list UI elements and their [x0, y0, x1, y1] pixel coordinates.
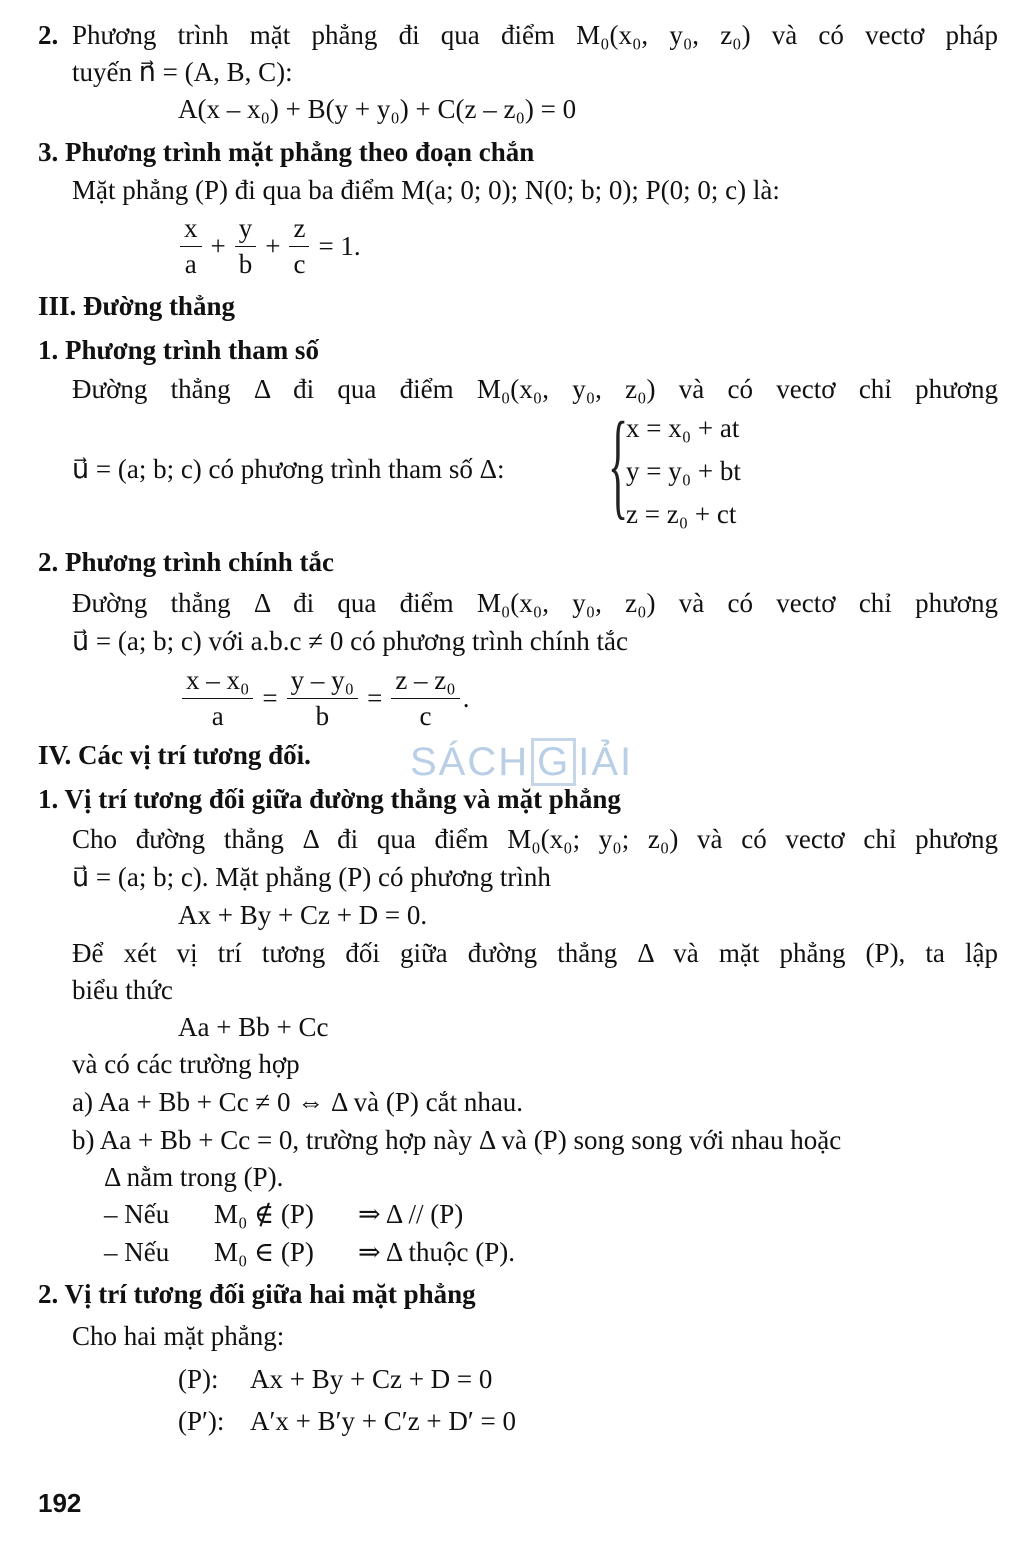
fraction-x-a: $\frac{x}{a}$: [180, 214, 202, 279]
fraction-y: $\frac{\text{y – y₀}}{b}$: [287, 666, 358, 731]
plane-p-prime-equation: A′x + B′y + C′z + D′ = 0: [250, 1406, 517, 1436]
watermark-text-1: SÁCH: [410, 740, 530, 784]
fraction-z: $\frac{\text{z – z₀}}{c}$: [391, 666, 459, 731]
plane-normal-line2: tuyến n⃗ = (A, B, C):: [72, 57, 293, 87]
intercept-heading: 3. Phương trình mặt phẳng theo đoạn chắn: [38, 137, 535, 167]
line-plane-line1: Cho đường thẳng Δ đi qua điểm M₀(x₀; y₀; z₀) và có vectơ chỉ phương: [72, 824, 998, 854]
expression: Aa + Bb + Cc: [178, 1012, 329, 1042]
subcase-2-result: ⇒ Δ thuộc (P).: [358, 1237, 515, 1267]
plane-equation: Ax + By + Cz + D = 0.: [178, 900, 428, 930]
param-sys-y: y = y₀ + bt: [626, 456, 741, 486]
subcase-1-cond: M₀ ∉ (P): [214, 1199, 314, 1229]
watermark-text-2: G: [537, 740, 571, 784]
intercept-tail: = 1.: [318, 231, 361, 262]
plane-p-equation: Ax + By + Cz + D = 0: [250, 1364, 493, 1394]
subcase-1-result: ⇒ Δ // (P): [358, 1199, 464, 1229]
plane-normal-num: 2.: [38, 20, 59, 50]
subcase-1-lead: – Nếu: [104, 1199, 170, 1229]
canon-heading: 2. Phương trình chính tắc: [38, 547, 334, 577]
param-line1: Đường thẳng Δ đi qua điểm M₀(x₀, y₀, z₀) và có vectơ chỉ phương: [72, 374, 998, 404]
system-brace: {: [608, 397, 629, 530]
fraction-x: $\frac{\text{x – x₀}}{a}$: [182, 666, 253, 731]
section-4-heading: IV. Các vị trí tương đối.: [38, 740, 311, 770]
case-b-line1: b) Aa + Bb + Cc = 0, trường hợp này Δ và (P) song song với nhau hoặc: [72, 1125, 842, 1155]
canon-line1: Đường thẳng Δ đi qua điểm M₀(x₀, y₀, z₀) và có vectơ chỉ phương: [72, 588, 998, 618]
watermark-box: [531, 738, 576, 786]
line-plane-line3: Để xét vị trí tương đối giữa đường thẳng Δ và mặt phẳng (P), ta lập: [72, 938, 998, 968]
fraction-z-c: $\frac{z}{c}$: [289, 214, 309, 279]
page-number: 192: [38, 1488, 82, 1518]
line-plane-line4: biểu thức: [72, 975, 173, 1005]
subcase-2-lead: – Nếu: [104, 1237, 170, 1267]
plane-normal-line1: Phương trình mặt phẳng đi qua điểm M₀(x₀, y₀, z₀) và có vectơ pháp: [72, 20, 998, 50]
line-plane-line5: và có các trường hợp: [72, 1049, 300, 1079]
two-planes-line1: Cho hai mặt phẳng:: [72, 1321, 285, 1351]
intercept-formula: $\frac{x}{a}$ + $\frac{y}{b}$ + $\frac{z}{c}$ = 1.: [180, 214, 370, 279]
param-line2: u⃗ = (a; b; c) có phương trình tham số Δ:: [72, 454, 505, 484]
fraction-y-b: $\frac{y}{b}$: [235, 214, 257, 279]
canon-line2: u⃗ = (a; b; c) với a.b.c ≠ 0 có phương trình chính tắc: [72, 626, 628, 656]
case-b-line2: Δ nằm trong (P).: [104, 1162, 284, 1192]
subcase-2-cond: M₀ ∈ (P): [214, 1237, 314, 1267]
plane-normal-formula: A(x – x₀) + B(y + y₀) + C(z – z₀) = 0: [178, 94, 577, 124]
plane-p-prime-label: (P′):: [178, 1406, 225, 1436]
watermark-text-3: IẢI: [578, 740, 634, 784]
plane-p-label: (P):: [178, 1364, 219, 1394]
line-plane-heading: 1. Vị trí tương đối giữa đường thẳng và mặt phẳng: [38, 784, 621, 814]
line-plane-line2: u⃗ = (a; b; c). Mặt phẳng (P) có phương trình: [72, 862, 551, 892]
param-heading: 1. Phương trình tham số: [38, 335, 319, 365]
watermark-logo: [410, 738, 633, 786]
canon-formula: $\frac{\text{x – x₀}}{a}$ = $\frac{\text{y – y₀}}{b}$ = $\frac{\text{z – z₀}}{c}$ .: [182, 666, 478, 731]
two-planes-heading: 2. Vị trí tương đối giữa hai mặt phẳng: [38, 1279, 476, 1309]
section-3-heading: III. Đường thẳng: [38, 291, 235, 321]
case-a: a) Aa + Bb + Cc ≠ 0 ⇔ Δ và (P) cắt nhau.: [72, 1087, 524, 1117]
param-sys-z: z = z₀ + ct: [626, 499, 737, 529]
param-sys-x: x = x₀ + at: [626, 413, 740, 443]
intercept-text: Mặt phẳng (P) đi qua ba điểm M(a; 0; 0); N(0; b; 0); P(0; 0; c) là:: [72, 175, 780, 205]
